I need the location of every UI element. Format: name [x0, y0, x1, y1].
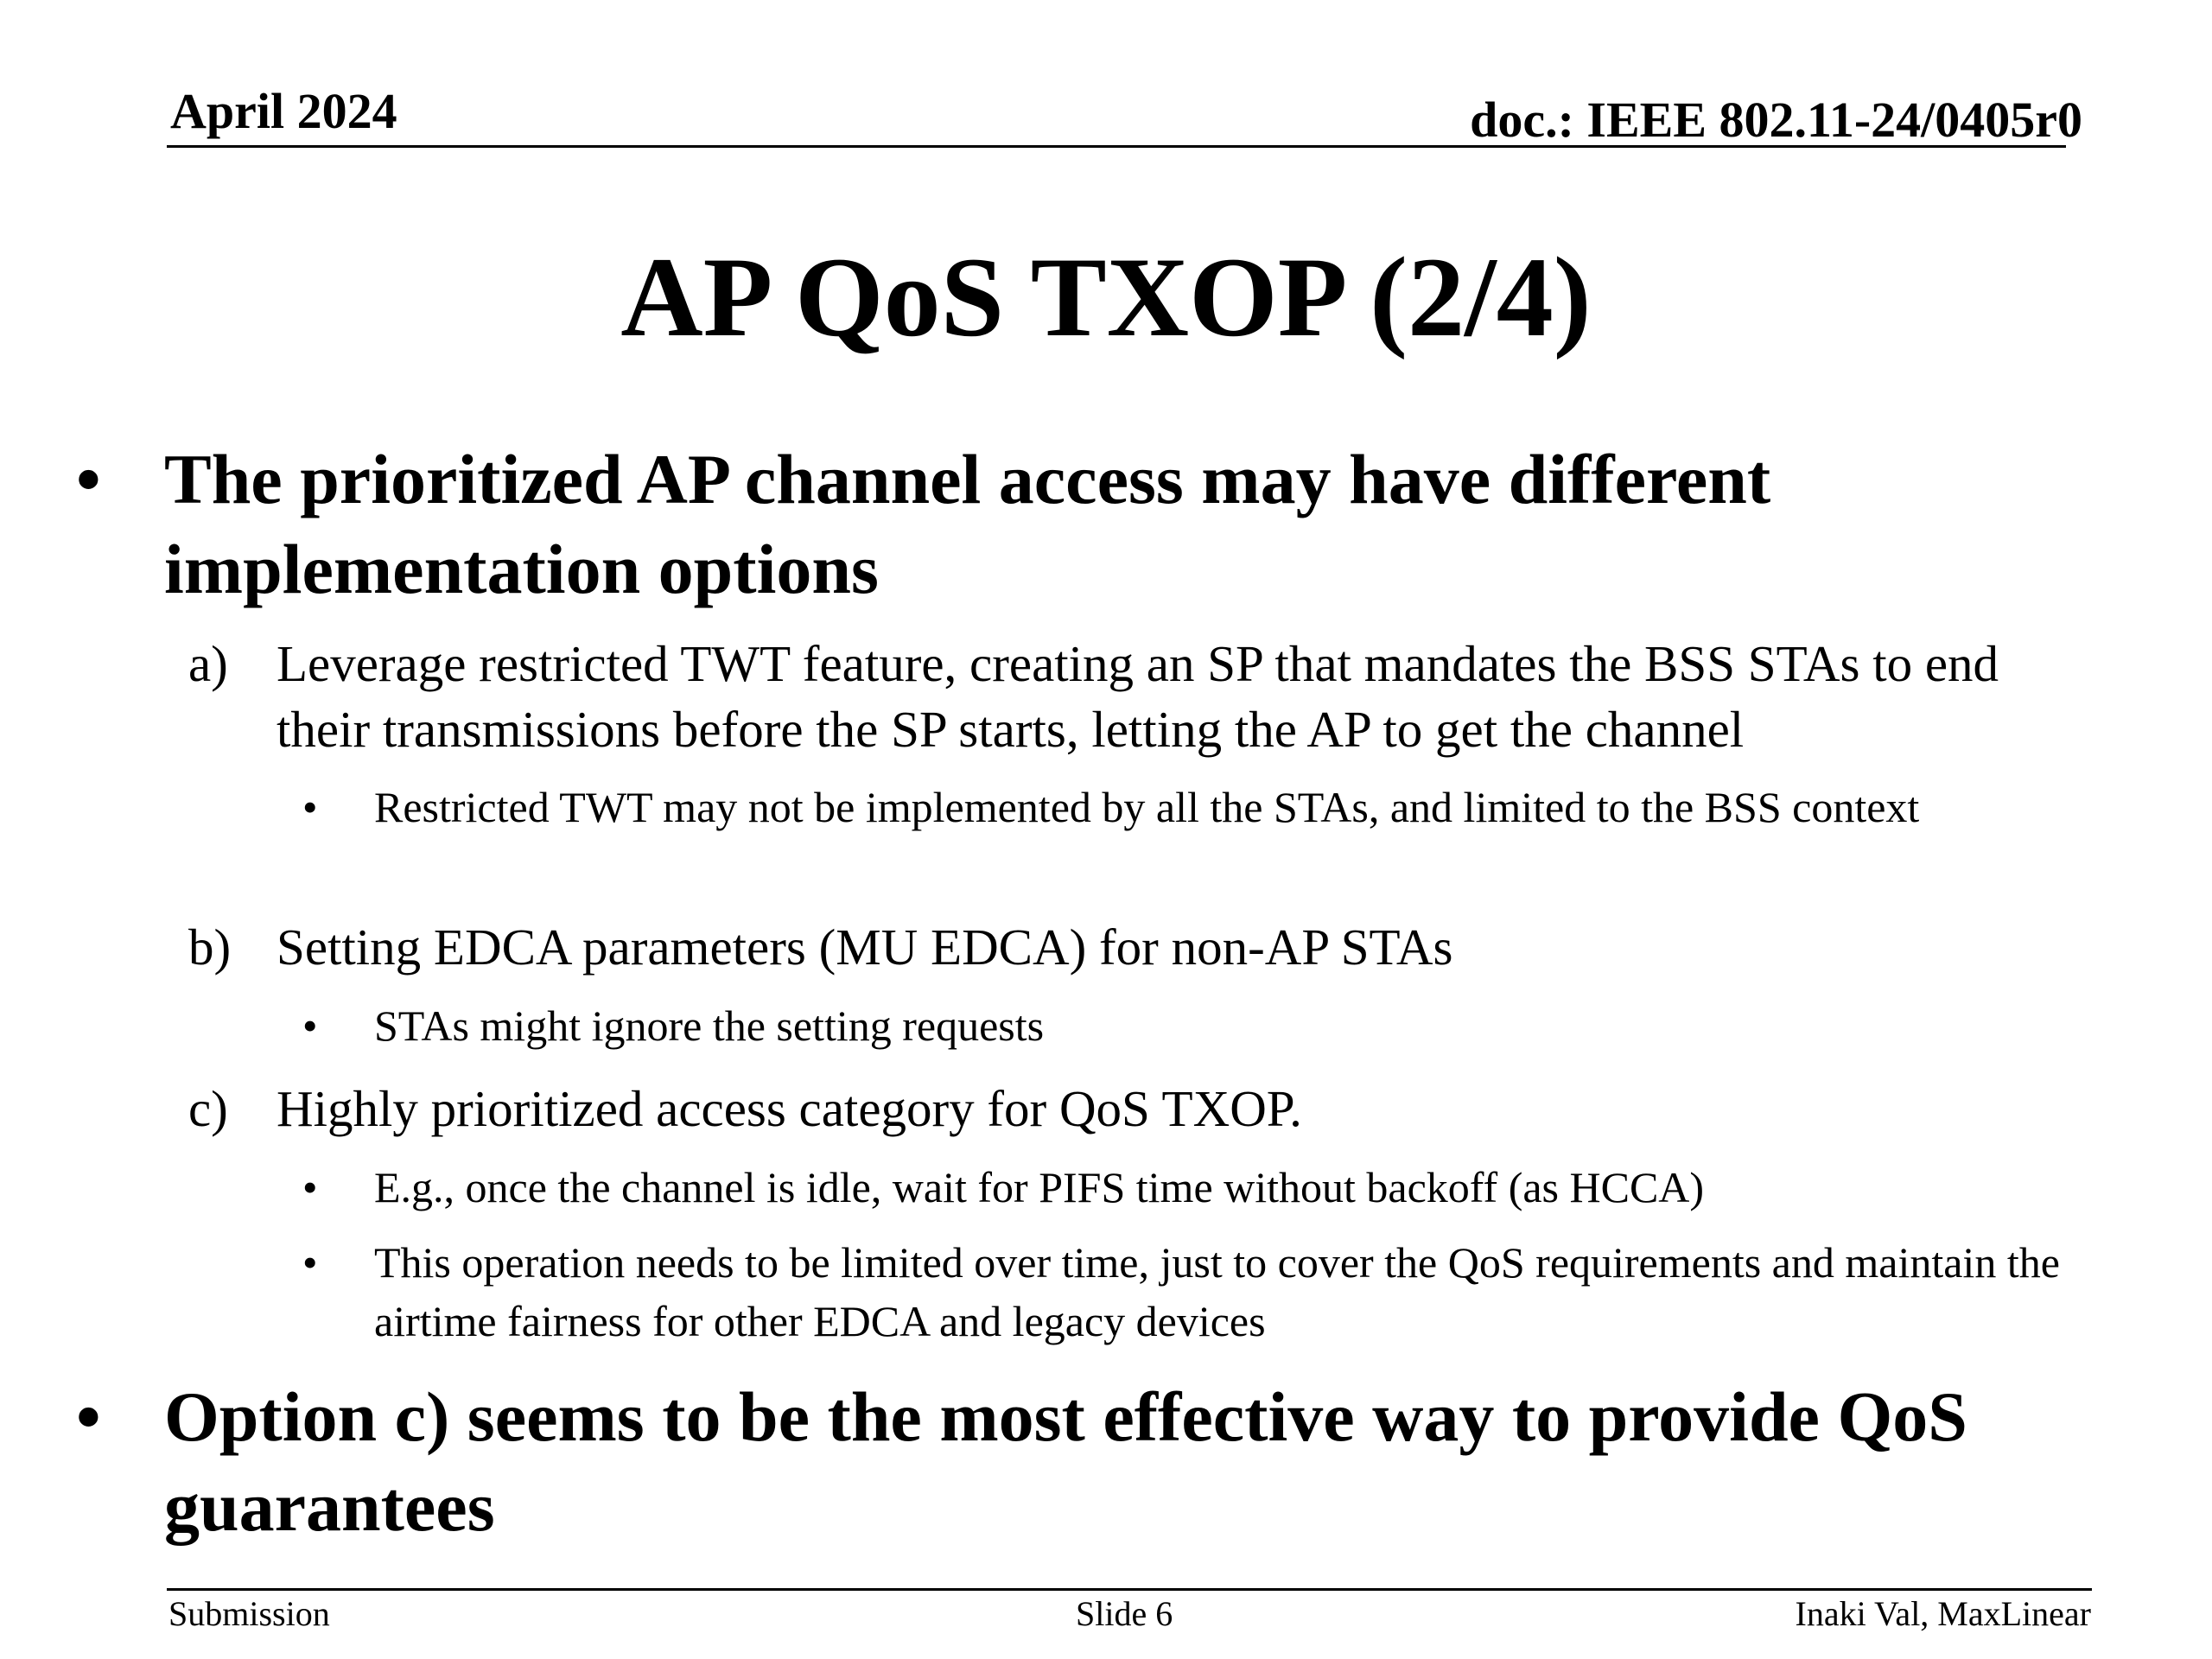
footer-divider	[167, 1588, 2092, 1591]
header-date: April 2024	[170, 83, 397, 139]
bullet-main-2	[76, 1372, 2089, 1552]
option-c-subbullet-2	[302, 1233, 2091, 1351]
header-divider	[167, 145, 2066, 148]
option-b-label: b)	[188, 918, 232, 976]
option-c	[188, 1076, 2089, 1141]
bullet-marker: •	[302, 1001, 318, 1050]
footer-author: Inaki Val, MaxLinear	[1795, 1594, 2091, 1633]
option-b-text: Setting EDCA parameters (MU EDCA) for non-AP STAs	[276, 918, 1453, 976]
option-a-subbullet-text: Restricted TWT may not be implemented by all the STAs, and limited to the BSS context	[374, 783, 1920, 831]
footer-slide-number: Slide 6	[1076, 1594, 1173, 1633]
footer-submission: Submission	[168, 1594, 330, 1633]
bullet-marker: •	[302, 783, 318, 831]
option-b	[188, 914, 2089, 980]
bullet-marker: •	[76, 440, 101, 518]
header-doc-id: doc.: IEEE 802.11-24/0405r0	[1470, 92, 2082, 148]
option-c-label: c)	[188, 1080, 228, 1137]
bullet-marker: •	[302, 1163, 318, 1211]
option-b-subbullet	[302, 996, 2091, 1055]
bullet-marker: •	[76, 1377, 101, 1456]
option-c-text: Highly prioritized access category for QoS TXOP.	[276, 1080, 1302, 1137]
bullet-main-2-text: Option c) seems to be the most effective way to provide QoS guarantees	[164, 1377, 1967, 1546]
option-a-text: Leverage restricted TWT feature, creating an SP that mandates the BSS STAs to end their transmissions before the SP starts, letting the AP to get the channel	[276, 635, 1999, 758]
option-b-subbullet-text: STAs might ignore the setting requests	[374, 1001, 1045, 1050]
option-a	[188, 631, 2089, 762]
bullet-marker: •	[302, 1238, 318, 1287]
bullet-main-1-text: The prioritized AP channel access may have different implementation options	[164, 440, 1771, 608]
bullet-main-1	[76, 435, 2089, 614]
option-c-subbullet-1	[302, 1158, 2091, 1217]
option-a-subbullet	[302, 778, 2091, 836]
option-c-subbullet-1-text: E.g., once the channel is idle, wait for PIFS time without backoff (as HCCA)	[374, 1163, 1705, 1211]
option-a-label: a)	[188, 635, 228, 692]
slide-title: AP QoS TXOP (2/4)	[620, 233, 1592, 360]
option-c-subbullet-2-text: This operation needs to be limited over time, just to cover the QoS requirements and maintain the airtime fairness for other EDCA and legacy devices	[374, 1238, 2060, 1345]
